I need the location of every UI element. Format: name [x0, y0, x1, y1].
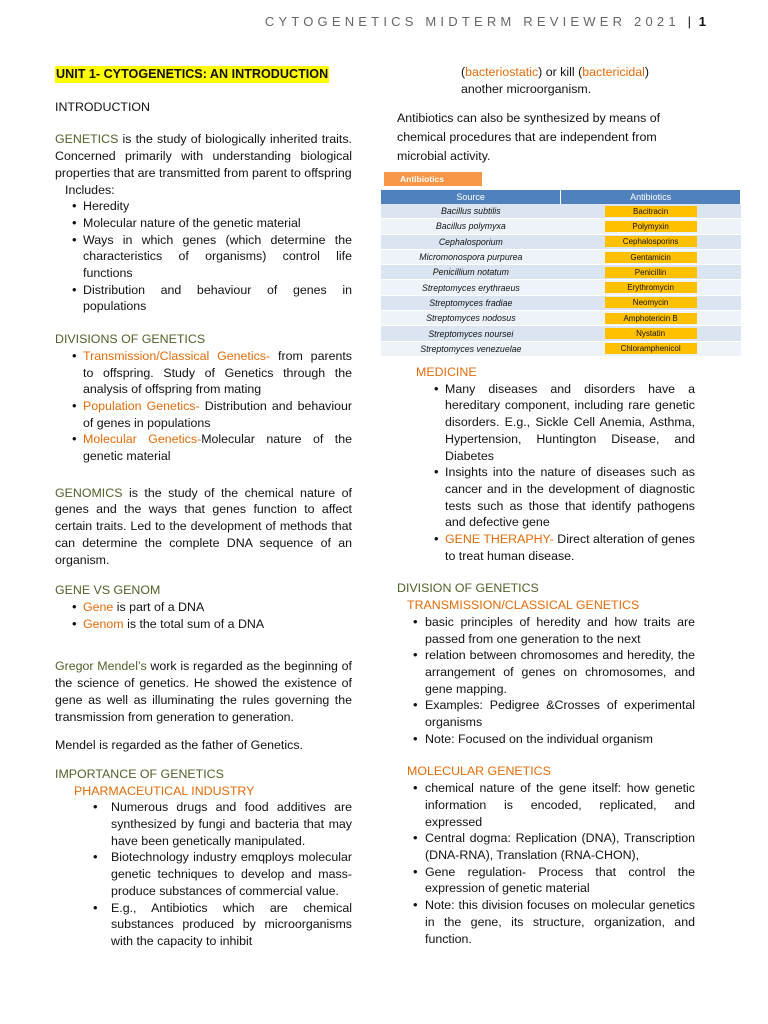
division-heading: DIVISION OF GENETICS — [397, 581, 539, 596]
table-cell-source: Bacillus subtilis — [381, 204, 561, 219]
importance-heading: IMPORTANCE OF GENETICS — [55, 766, 224, 781]
list-item: • GENE THERAPHY- Direct alteration of genes to treat human disease. — [397, 531, 695, 564]
table-cell-antibiotic: Bacitracin — [605, 206, 697, 217]
genomics-definition — [55, 485, 352, 569]
table-cell-source: Micromonospora purpurea — [381, 249, 561, 264]
list-item — [55, 616, 352, 633]
bactericidal-term: bactericidal — [582, 65, 645, 79]
mendel-text: work is regarded as the beginning of the science of genetics. He showed the existence of gene as well as illuminating the rules governing the transmission from generation to generation. — [55, 659, 352, 724]
genomics-text: is the study of the chemical nature of genes and the ways that genes function to affect certain traits. Led to the development of methods that can determine the complete DNA sequence of an organism. — [55, 485, 352, 567]
right-column-lower — [397, 364, 695, 947]
list-item: • Molecular nature of the genetic material — [55, 215, 352, 232]
division-text: Distribution and behaviour of genes in populations — [83, 398, 352, 430]
table-row — [381, 280, 741, 295]
table-row — [381, 204, 741, 219]
transmission-list — [397, 614, 695, 748]
gene-vs-genom-heading: GENE VS GENOM — [55, 583, 161, 598]
genetics-definition — [55, 131, 352, 181]
pharma-heading: PHARMACEUTICAL INDUSTRY — [74, 783, 255, 798]
list-item: • Insights into the nature of diseases such as cancer and in the development of diagnostic tests such as those that identify pathogens and defective gene — [397, 464, 695, 531]
gene-term: Gene — [83, 599, 114, 614]
genetics-text: is the study of biologically inherited traits. Concerned primarily with understanding biological properties that are transmitted from parent to offspring — [55, 132, 352, 180]
divisions-list — [55, 348, 352, 465]
table-row — [381, 234, 741, 249]
table-cell-antibiotic: Chloramphenicol — [605, 343, 697, 354]
list-item — [55, 348, 352, 398]
table-cell-source: Penicillium notatum — [381, 265, 561, 280]
genom-text: is the total sum of a DNA — [123, 616, 265, 631]
page-number: 1 — [698, 14, 706, 29]
header-title: CYTOGENETICS MIDTERM REVIEWER 2021 — [264, 14, 680, 29]
header-separator: | — [687, 14, 691, 29]
page-header — [265, 14, 706, 29]
table-cell-source: Streptomyces fradiae — [381, 295, 561, 310]
list-item: • Examples: Pedigree &Crosses of experimental organisms — [397, 697, 695, 730]
division-text: from parents to offspring. Study of Genetics through the analysis of offspring from mating — [83, 348, 352, 397]
table-cell-antibiotic: Neomycin — [605, 297, 697, 308]
table-cell-source: Streptomyces erythraeus — [381, 280, 561, 295]
list-item — [55, 398, 352, 431]
division-term: Molecular Genetics- — [83, 432, 202, 447]
list-item: • Distribution and behaviour of genes in populations — [55, 282, 352, 315]
medicine-heading: MEDICINE — [416, 365, 477, 379]
genetics-term: GENETICS — [55, 132, 119, 147]
left-column — [55, 66, 352, 950]
division-term: Population Genetics- — [83, 398, 200, 413]
list-item: • basic principles of heredity and how traits are passed from one generation to the next — [397, 614, 695, 647]
list-item: • chemical nature of the gene itself: how genetic information is encoded, replicated, and expressed — [397, 780, 695, 830]
antibiotics-table — [381, 190, 741, 357]
medicine-list — [397, 381, 695, 565]
genom-term: Genom — [83, 616, 124, 631]
continuation-end: another microorganism. — [461, 81, 592, 96]
list-item: • Ways in which genes (which determine the characteristics of organisms) control life functions — [55, 232, 352, 282]
divisions-heading: DIVISIONS OF GENETICS — [55, 332, 206, 347]
unit-title: UNIT 1- CYTOGENETICS: AN INTRODUCTION — [56, 67, 329, 81]
table-header-source: Source — [381, 190, 561, 204]
table-cell-antibiotic: Erythromycin — [605, 282, 697, 293]
table-cell-antibiotic: Penicillin — [605, 267, 697, 278]
list-item: • E.g., Antibiotics which are chemical substances produced by microorganisms with the capacity to inhibit — [55, 900, 352, 950]
table-cell-antibiotic: Gentamicin — [605, 252, 697, 263]
table-cell-source: Streptomyces noursei — [381, 326, 561, 341]
genomics-term: GENOMICS — [55, 485, 123, 500]
table-cell-source: Cephalosporium — [381, 234, 561, 249]
mendel-paragraph — [55, 658, 352, 725]
molecular-list — [397, 780, 695, 947]
includes-list — [55, 198, 352, 315]
gene-therapy-term: GENE THERAPHY- — [445, 532, 554, 547]
table-cell-antibiotic: Polymyxin — [605, 221, 697, 232]
includes-label: Includes: — [65, 182, 115, 197]
table-header-antibiotics: Antibiotics — [561, 190, 741, 204]
list-item: • Heredity — [55, 198, 352, 215]
list-item: • relation between chromosomes and heredity, the arrangement of genes on chromosomes, and gene mapping. — [397, 647, 695, 697]
antibiotics-table-label: Antibiotics — [384, 172, 482, 186]
gene-list — [55, 599, 352, 632]
table-cell-source: Bacillus polymyxa — [381, 219, 561, 234]
list-item: • Note: Focused on the individual organism — [397, 731, 695, 748]
gene-text: is part of a DNA — [113, 599, 205, 614]
list-item: • Central dogma: Replication (DNA), Transcription (DNA-RNA), Translation (RNA-CHON), — [397, 830, 695, 863]
division-term: Transmission/Classical Genetics- — [83, 348, 271, 363]
table-row — [381, 326, 741, 341]
table-cell-antibiotic: Cephalosporins — [605, 236, 697, 247]
list-item: • Many diseases and disorders have a hereditary component, including rare genetic disorders. E.g., Sickle Cell Anemia, Asthma, Hypertension, Huntington Disease, and Diabetes — [397, 381, 695, 465]
list-item — [55, 431, 352, 464]
table-row — [381, 249, 741, 264]
table-cell-source: Streptomyces nodosus — [381, 311, 561, 326]
mendel-father: Mendel is regarded as the father of Genetics. — [55, 738, 303, 753]
table-cell-antibiotic: Nystatin — [605, 328, 697, 339]
right-column — [397, 64, 695, 166]
table-row — [381, 295, 741, 310]
table-row — [381, 311, 741, 326]
list-item: • Note: this division focuses on molecular genetics in the gene, its structure, organization, and function. — [397, 897, 695, 947]
pharma-list — [55, 799, 352, 949]
table-cell-antibiotic: Amphotericin B — [605, 313, 697, 324]
list-item: • Gene regulation- Process that control the expression of genetic material — [397, 864, 695, 897]
list-item: • Numerous drugs and food additives are synthesized by fungi and bacteria that may have been genetically manipulated. — [55, 799, 352, 849]
introduction-heading: INTRODUCTION — [55, 99, 150, 114]
continuation-text: (bacteriostatic) or kill (bactericidal) — [461, 65, 650, 79]
transmission-heading: TRANSMISSION/CLASSICAL GENETICS — [407, 598, 640, 613]
table-row — [381, 341, 741, 356]
mendel-term: Gregor Mendel’s — [55, 659, 147, 674]
table-cell-source: Streptomyces venezuelae — [381, 341, 561, 356]
molecular-heading: MOLECULAR GENETICS — [407, 764, 551, 779]
antibiotics-paragraph: Antibiotics can also be synthesized by means of chemical procedures that are independent from microbial activity. — [397, 111, 661, 164]
list-item — [55, 599, 352, 616]
division-text: Molecular nature of the genetic material — [83, 432, 352, 464]
table-header-row — [381, 190, 741, 204]
bacteriostatic-term: bacteriostatic — [465, 65, 539, 79]
table-row — [381, 265, 741, 280]
table-row — [381, 219, 741, 234]
list-item: • Biotechnology industry emqploys molecular genetic techniques to develop and mass-produce substances of commercial value. — [55, 849, 352, 899]
